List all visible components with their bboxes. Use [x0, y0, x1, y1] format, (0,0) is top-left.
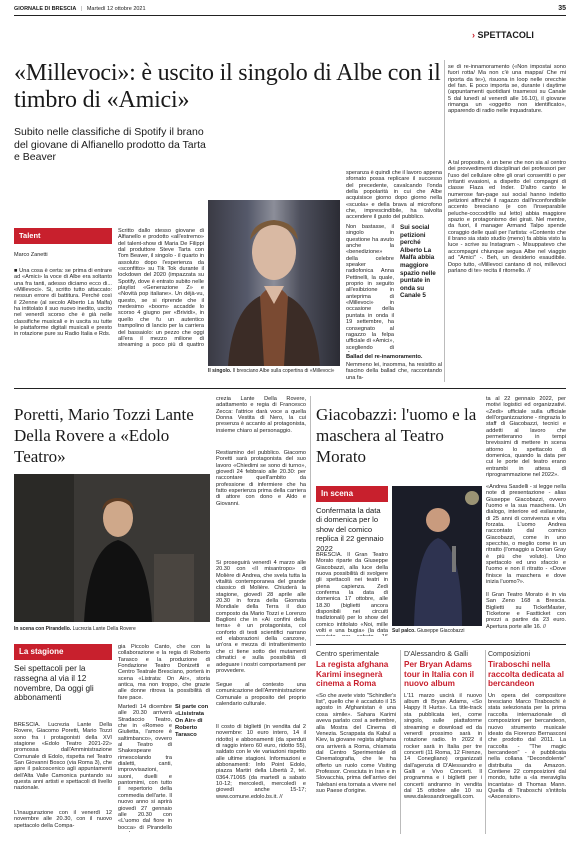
caption-label: Il singolo. [208, 368, 232, 374]
giacobazzi-photo [392, 486, 482, 626]
brief-body: «So che avete visto "Schindler's list", quello che è accaduto il 15 agosto in Afghanistan è una cosa simile». Sahara Karimi aveva parlato così a settembre, alla Mostra del Cinema di Venezia. Scrappata da Kabul a Kiev, la giovane regista afghana ora arriverà a Roma, chiamata dal Centro Sperimentale di Cinematografia, che le ha offerto un ruolo come Visiting Professor. Cresciuta in Iran e in Slovacchia, prima dell'arrivo dei Talebani era tornata a vivere nel suo Paese d'origine. [316, 692, 396, 794]
caption-label: In scena con Pirandello. [14, 626, 72, 632]
section-label [472, 30, 566, 40]
pull-quote: Sui social petizioni perché Alberto La Malfa abbia maggiore spazio nelle puntate in onda su Canale 5 [400, 224, 436, 300]
poretti-col3c: Segue al contesto una comunicazione dell'Amministrazione Comunale a proposito del proprio calendario culturale. [216, 682, 306, 708]
poretti-col2c: Si proseguirà venerdì 4 marzo alle 20.30 con «Il misantropo» di Molière di Andrea, che svela tutta la vitalità contemporanea del grande classico di Molière. Chiuderà la stagione, giovedì 28 aprile alle 20.30 in forza della Giornata Mondiale della Terra il duo composto da Mario Tozzi e Lorenzo Baglioni che in «Ai confini della terra» è un protagonista, col conforto di testi scientifici narrano ed elaborazioni della canzone, un'ora e mezza di intrattenimento che ci tiene sotto dei mutamenti climatici e sulla possibilità di adeguare i nostri comportamenti per provvedere. [216, 560, 306, 674]
chevron-right-icon: › [472, 30, 475, 40]
column-divider [444, 60, 445, 382]
brief-kicker: Composizioni [488, 651, 531, 658]
portrait-graphic [208, 200, 340, 366]
poretti-col3a: gia Piccolo Canto, che con la collaborazione e la regia di Roberto Tarasco e la produzione di Fondazione Teatro Donizetti e Centro Teatrale Bresciano, porterà in scena «Listrata: On Air», storia antica, ma non troppo, che grazie alle donne ritrova la possibilità di fare pace. [118, 644, 210, 701]
subhead-ballad: Ballad del re-inamoramento. [346, 354, 423, 360]
header-rule [14, 15, 566, 16]
pull-quote: Si parte con «Lisistrata On Air» di Roberto Tarasco [175, 704, 209, 738]
poretti-col3b: Martedì 14 dicembre alle 20.30 arriverà Stradaccio Teatro, che in «Romeo e Giulietta, l'amore è saltimbanco», ovvero al Teatro di Shakespeare rimescolando tra dialetti, canti, improvvisazioni, suoni, duelli e pantomimi, con tutto il repertorio della commedia dell'arte. Il nuovo anno si aprirà giovedì 27 gennaio alle 20.30 con «L'uomo dal fiore in bocca» di Pirandello [118, 704, 172, 831]
masthead: GIORNALE DI BRESCIA [14, 6, 77, 12]
caption-text: Il bresciano Albe sulla copertina di «Millevoci» [232, 368, 335, 374]
briefs-rule [316, 644, 566, 645]
section-tag: In scena [316, 486, 388, 502]
lante-photo [14, 474, 210, 622]
top-article-title: «Millevoci»: è uscito il singolo di Albe con il timbro di «Amici» [14, 60, 441, 113]
giacobazzi-col1: BRESCIA. Il Gran Teatro Morato riparte da Giuseppe Giacobazzi, alla luce della nuova possibilità di svolgere gli spettacoli nei teatri in piena capienza. Zedi conferma la data di domenica 17 ottobre, alle 18.30 (biglietti ancora disponibili nei circuiti tradizionali) per lo show del comico intitolato «Noi, mille volti e una bugia» (la data [316, 552, 388, 635]
column-divider [485, 650, 486, 834]
giacobazzi-photo-caption [392, 628, 482, 634]
giacobazzi-col3b: «Andrea Sasdelli - si legge nella note di presentazione - alias Giuseppe Giacobazzi, ovvero l'uomo e la sua maschera. Un dialogo, interiore ed esilarante, di 25 anni di convivenza e vita forzata. L'uomo Andrea raccontato dal comico Giacobazzi, come in uno specchio, o meglio come in un ritratto (l'omaggio a Dorian Gray è più che voluto). Uno spettacolo ed uno sfaccio e l'uomo e non il ritratto - «Dove finisce la maschera e dove inizia l'uomo?». [486, 484, 566, 586]
stage-graphic [14, 474, 210, 622]
brief-title: Per Bryan Adams tour in Italia con il nuovo album [404, 660, 475, 689]
brief-kicker: D'Alessandro & Galli [404, 651, 468, 658]
issue-date: Martedì 12 ottobre 2021 [86, 6, 146, 12]
poretti-col3d: Il costo di biglietti (in vendita dal 2 novembre: 10 euro intero, 14 il ridotto) e abbonamenti (da sperduti di raggio intero 60 euro, ridotto 55), saldato con le vie variazioni rispetto alle ultime stagioni. Informazioni e abbonamenti: Info Point Edolo, piazza Martiri della Libertà 2, tel. 0364.71065 (da martedì a sabato 10-12; mercoledì, mercoledì e giovedì anche 15-17; www.comune.edolo.bs.it. // [216, 724, 306, 800]
section-rule [14, 388, 566, 389]
poretti-col2b: Restiamino del pubblico. Giacomo Poretti sarà protagonista del suo lavoro «Chiedimi se sono di turno», giovedì 24 febbraio alle 20.30: per raccontare quell'ambito da professione di infermiere che ha fatto esperienza prima della carriera di attore con dono e Aldo e Giovanni. [216, 450, 306, 507]
lante-photo-caption [14, 626, 210, 632]
top-article-col5: se di re-innamoramento («Non impostai sono fuori rotta/ Ma non c'è una mappa/ Che mi riporta da te»), risuona in loop nelle orecchie del fan. E poco importa se, durante i daytime (appuntamenti quotidiani trasmessi su Canale 5 dal lunedì al venerdì alle 16.10), il giovane rimanga un «oggetto non identificato», apparendo di radio nelle inquadrature. [448, 64, 566, 115]
giacobazzi-col3: ta al 22 gennaio 2022, per motivi logistici ed organizzativi. «Zedi» ufficiale sulla ufficiale dell'organizzazione - ringrazia lo staff di Giacobazzi, tecnici e addetti al lavoro che permetteranno in tempi brevissimi di mettere in scena attorno lo spettacolo di domenica, quando la data per cui le porte del teatro erano entrambi in attesa di riprogrammazione nel 2022». [486, 396, 566, 479]
top-article-col4c: Nemmeno lei, insomma, ha resistito al fascino della ballad che, raccontando una fa- [346, 362, 442, 381]
brief-title: La regista afghana Karimi insegnerà cinema a Roma [316, 660, 389, 689]
top-article-col5b: A tal proposito, è un bene che non sia al centro dei provvedimenti disciplinari dei professori per l'uso del cellulare oltre gli orari consentiti o per irritanti evasioni, a dispetto del compagni di classe Flaza ed Inder. D'altro canto le numerose fan-page sui social hanno indetto petizioni affinché il ragazzo dall'inconfondibile accento bresciano (e con l'inseparabile peluche-coccodrillo sul letto) abbia maggiore spazio e protagonismo dei girati. Nel mentre, da fuori, il manager Armand Talpo spende coraggio delle quali per l'artista: «Contento che il brano sia stato studio (meno) fa abbia visto la luce - scrive su Instagram -. Misuppatevo che accompagni chiunque segua Albe nel viaggio ad "Amici" -. Beh, un desiderio esaudibile. Dopo tutto, «Millevoci cantano di noi, millevoci parlano di te» recita il ritornello. // [448, 160, 566, 274]
poretti-title: Poretti, Mario Tozzi Lante Della Rovere a «Edolo Teatro» [14, 405, 194, 466]
albe-photo [208, 200, 340, 366]
brief-item [488, 650, 566, 836]
brief-kicker: Centro sperimentale [316, 651, 380, 658]
performer-graphic [392, 486, 482, 626]
brief-title: Tiraboschi nella raccolta dedicata al bercandeon [488, 660, 564, 689]
column-divider [310, 396, 311, 646]
poretti-col1b: L'inaugurazione con il venerdì 12 novembre alle 20.30, con il nuovo spettacolo della Compa- [14, 810, 112, 829]
page-header: GIORNALE DI BRESCIA | Martedì 12 ottobre 2021 35 [14, 5, 566, 12]
section-tag: Talent [14, 228, 112, 244]
brief-body: L'11 marzo uscirà il nuovo album di Bryan Adams, «So Happy It Hurts». La title-track sta pubblicata ieri, come singolo, sulle piattaforme streaming e download ed da venerdì prossimo sarà in rotazione radio. In 2022 il rocker sarà in Italia per tre concerti (11 Roma, 12 Firenze, 14 Conegliano) organizzati dall'agenzia di D'Alessandro e Galli e Vivo Concerti. Il programma e i biglietti per i concerti andranno in vendita dal 15 ottobre alle 10 su www.dalessandroegalli.com. [404, 692, 482, 801]
giacobazzi-title: Giacobazzi: l'uomo e la maschera al Teatro Morato [316, 405, 477, 466]
brief-body: Un opera del compositore bresciano Marco Tiraboschi è stata selezionata per la prima raccolta internazionale di composizioni per bercandeon, nuovo strumento musicale ideato da Fiorenzo Bernasconi che prodotto dal 2011. La raccolta - "The magic bercandeon" - è pubblicata nella collana "Decondolente" distribuita da Amazon. Contiene 22 composizioni dal mondo, tutte a «la meraviglia incantata» di Thomas Mann. Quella di Tiraboschi s'intitola «Ascension». [488, 692, 566, 801]
byline: Marco Zanetti [14, 252, 48, 258]
poretti-subtitle: Sei spettacoli per la rassegna al via il 12 novembre, Da oggi gli abbonamenti [14, 664, 94, 703]
top-article-col4b: Non bastasse, il singolo in questione ha avuto anche la «benedizione» della celebre speaker radiofonica Anna Pettinelli, la quale, proprio in seguito all'esibizione in anteprima di «Millevoci» in occasione della puntata in onda il 19 settembre, ha consegnato al ragazzo la felpa ufficiale di «Amici», scegliendo di [346, 224, 394, 351]
caption-text: Giuseppe Giacobazzi [417, 628, 465, 634]
section-tag: La stagione [14, 644, 112, 660]
top-article-col4a: speranza è quindi che il lavoro appena sfornato possa replicare il successo del precedente, cavalcando l'onda della popolarità in cui che Albe acquisisce giorno dopo giorno nella «scuola» e della brava al microfono che, imprescindibile, ha talvolta accendere il gusto del pubblico. [346, 170, 442, 221]
caption-label: Sul palco. [392, 628, 416, 634]
top-article-col2: Scritto dallo stesso giovane di Alfianello e prodotto «all'estremo» del talent-show di Maria De Filippi dal produttore Steve Tarta con Tom Beaver, il singolo - il quarto in assoluto dopo l'esperienza da «sconfitto» su Tik Tok durante il lockdown del 2020 (impazzata su Spotify, dove è entrato subito nelle playlist «Generazione Z» e «Novità pop italiane». Un déjà-vu, questo, se si riprende che il medesimo «boom» accadde lo scorso 4 giugno per «Brividi», in quello che fu un autentico trampolino di lancio per la carriera del bassaiolo: un pezzo che oggi all'era il mezzo milione di streaming a poco più di quattro [118, 228, 204, 348]
giacobazzi-col3c: Il Gran Teatro Morato è in via San Zeno 168 a Brescia. Biglietti su TicketMaster, Ticketone e Fastticket con prezzi a partire da 23 euro. Apertura porte alle 16. // [486, 592, 566, 630]
page-number: 35 [558, 5, 566, 12]
poretti-col1: BRESCIA. Lucrezia Lante Della Rovere, Giacomo Poretti, Mario Tozzi sono fra i protagonisti della XVI stagione «Edolo Teatro 2021-22» promossa dall'Amministrazione Comunale di Edolo, rispetta nel Teatro San Giovanni Bosco (via Roma 3), che apre il palcoscenico agli appuntamenti dell'Alta Valle Camonica puntando su questa anni artisti e spettacoli di livello nazionale. [14, 722, 112, 792]
brief-item [316, 650, 396, 836]
brief-item [404, 650, 482, 836]
caption-text: Lucrezia Lante Della Rovere [72, 626, 136, 632]
section-name: SPETTACOLI [477, 30, 534, 40]
giacobazzi-subtitle: Confermata la data di domenica per lo show del comico replica il 22 gennaio 2022 [316, 506, 384, 553]
top-article-subtitle: Subito nelle classifiche di Spotify il brano del giovane di Alfianello prodotto da Tarta e Beaver [14, 126, 206, 163]
column-divider [400, 650, 401, 834]
poretti-col2: crezia Lante Della Rovere, adattamento e regia di Francesco Zecca: l'attrice darà voce a quella Donna Vestita di Nero, la cui presenza è accanto al protagonista, insieme chiaro al personaggio. [216, 396, 306, 434]
top-article-lead: ■ Una cosa è certa: se prima di entrare ad «Amici» la voce di Albe era soltanto una fra tanti, adesso diciamo ecco di... «Millevoci». Si, scritto tutto attaccato: nessun errore di battitura. Perché così il 22enne (al secolo Alberto La Malfa) ha intitolato il suo nuovo inedito, uscito nel venerdì scorso che è già nelle classifiche musicali e in uscita su tutte le piattaforme digitali musicali e presto in rotazione pure su Radio Italia e Rds. [14, 268, 112, 338]
